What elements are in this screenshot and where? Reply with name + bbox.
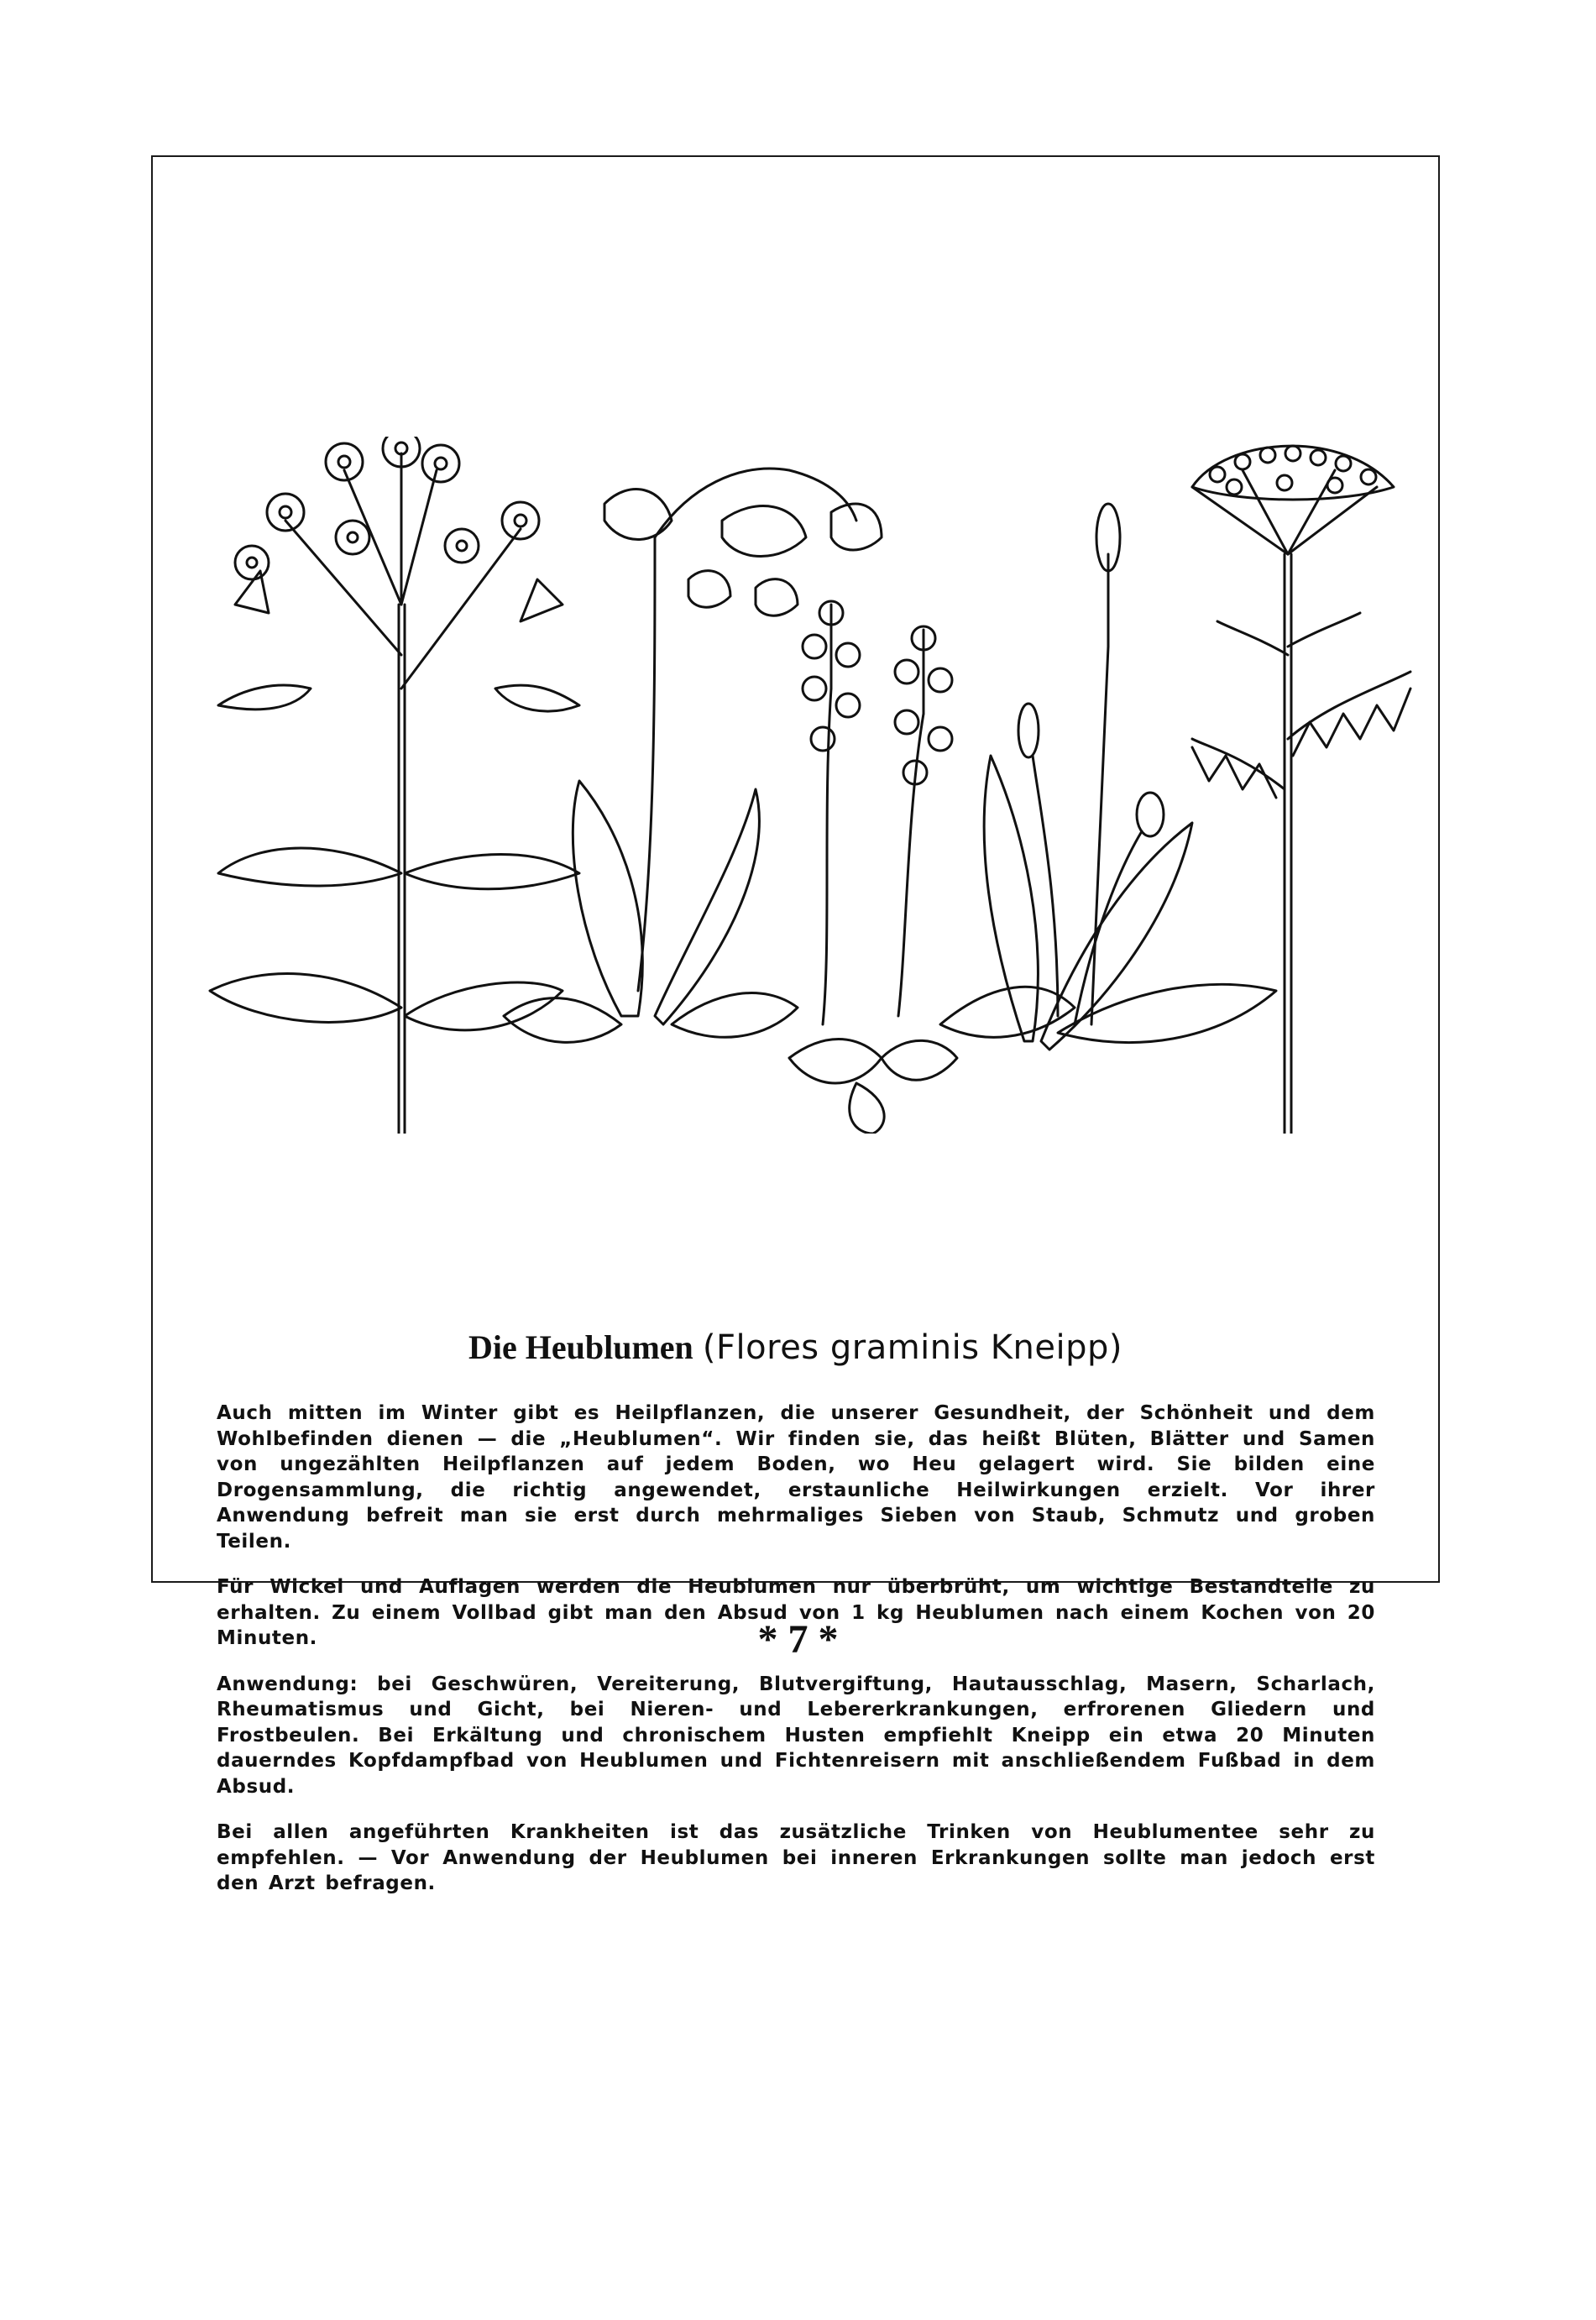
paragraph-usage: Für Wickel und Auflagen werden die Heublumen nur überbrüht, um wichtige Bestandteile zu erhalten. Zu einem Vollbad gibt man den Absud von 1 kg Heublumen nach einem Kochen von 20 Minuten. — [217, 1576, 1375, 1649]
primrose-bell-flower-icon — [504, 469, 882, 1042]
bugle-spike-flower-icon — [789, 601, 957, 1134]
paragraph-application: Anwendung: bei Geschwüren, Vereiterung, Blutvergiftung, Hautausschlag, Masern, Scharlach, Rheumatismus und Gicht, bei Nieren- und Lebererkrankungen, erfrorenen Gliedern und Frostbeulen. Bei Erkältung und chronischem Husten empfiehlt Kneipp ein etwa 20 Minuten dauerndes Kopfdampfbad von Heublumen und Fichtenreisern mit anschließendem Fußbad in dem Absud. — [217, 1673, 1375, 1798]
plantain-leaf-rosette-icon — [940, 504, 1276, 1050]
branching-flower-plant-icon — [210, 437, 579, 1134]
wildflowers-illustration-icon — [185, 437, 1427, 1134]
title-latin-name: (Flores graminis Kneipp) — [702, 1328, 1122, 1367]
page-number: * 7 * — [757, 1617, 839, 1662]
title-main: Die Heublumen — [468, 1328, 693, 1366]
paragraph-recommendation: Bei allen angeführten Krankheiten ist das zusätzliche Trinken von Heublumentee sehr zu empfehlen. — Vor Anwendung der Heublumen bei inneren Erkrankungen sollte man jedoch erst den Arzt befragen. — [217, 1821, 1375, 1894]
paragraph-intro: Auch mitten im Winter gibt es Heilpflanzen, die unserer Gesundheit, der Schönheit und dem Wohlbefinden dienen — die „Heublumen“. Wir finden sie, das heißt Blüten, Blätter und Samen von ungezählten Heilpflanzen auf jedem Boden, wo Heu gelagert wird. Sie bilden eine Drogensammlung, die richtig angewendet, erstaunliche Heilwirkungen erzielt. Vor ihrer Anwendung befreit man sie erst durch mehrmaliges Sieben von Staub, Schmutz und groben Teilen. — [217, 1402, 1375, 1553]
yarrow-flower-icon — [1192, 446, 1410, 1134]
page-title — [151, 1327, 1440, 1369]
